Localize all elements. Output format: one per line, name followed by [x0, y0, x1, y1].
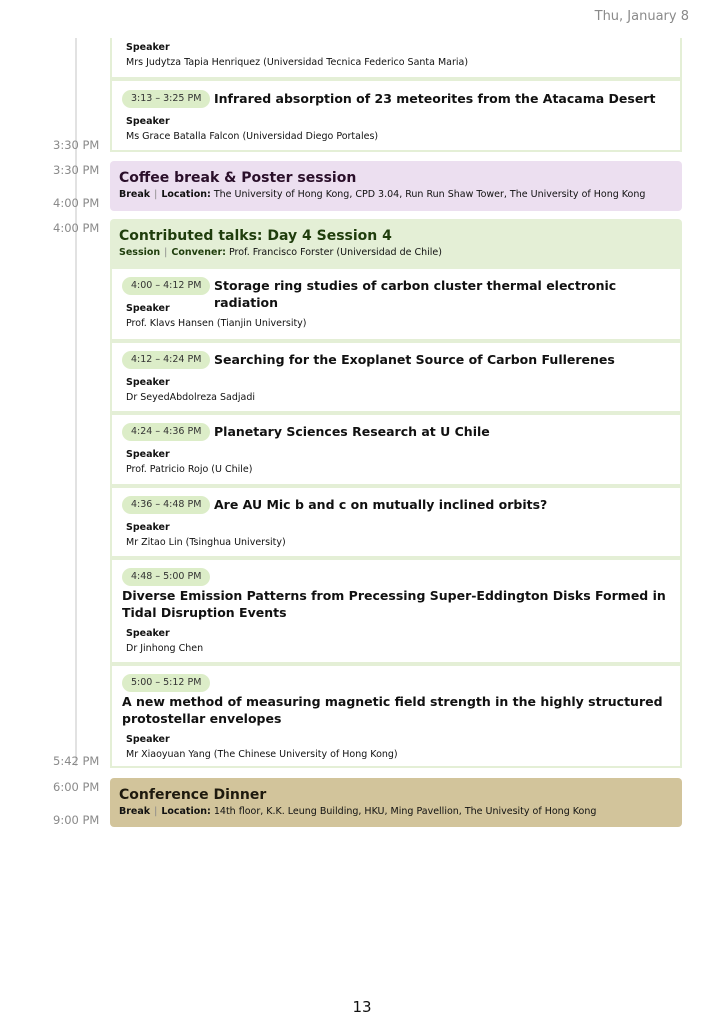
talk-card[interactable]: [110, 486, 682, 558]
location-label: Location:: [161, 189, 211, 200]
talk-title[interactable]: Storage ring studies of carbon cluster thermal electronic radiation: [214, 278, 617, 310]
convener-name: Prof. Francisco Forster (Universidad de Chile): [228, 247, 442, 258]
talk-title[interactable]: A new method of measuring magnetic field strength in the highly structured protostellar envelopes: [122, 694, 663, 726]
page-date: Thu, January 8: [594, 9, 689, 24]
talk-title[interactable]: Infrared absorption of 23 meteorites from the Atacama Desert: [214, 91, 656, 106]
time-label: 4:00 PM: [53, 221, 100, 235]
talk-title[interactable]: Searching for the Exoplanet Source of Carbon Fullerenes: [214, 352, 615, 367]
event-type: Break: [119, 189, 151, 200]
location-text: 14th floor, K.K. Leung Building, HKU, Ming Pavellion, The Univesity of Hong Kong: [213, 806, 597, 817]
talk-time-badge: 4:12 – 4:24 PM: [122, 351, 210, 369]
coffee-break-block[interactable]: [110, 161, 682, 211]
talk-title[interactable]: Diverse Emission Patterns from Precessing Super-Eddington Disks Formed in Tidal Disruption Events: [122, 588, 666, 620]
speaker-name: Mr Xiaoyuan Yang (The Chinese University of Hong Kong): [126, 749, 398, 760]
time-label: 5:42 PM: [53, 754, 100, 768]
event-type: Break: [119, 806, 151, 817]
talk-card[interactable]: [110, 38, 682, 79]
talk-time-badge: 4:48 – 5:00 PM: [122, 568, 210, 586]
talk-time-badge: 5:00 – 5:12 PM: [122, 674, 210, 692]
speaker-label: Speaker: [126, 449, 170, 460]
session-header[interactable]: [110, 219, 682, 269]
time-label: 3:30 PM: [53, 163, 100, 177]
dinner-block[interactable]: [110, 778, 682, 827]
speaker-label: Speaker: [126, 522, 170, 533]
convener-label: Convener:: [171, 247, 226, 258]
session-title: Contributed talks: Day 4 Session 4: [119, 228, 392, 244]
time-label: 6:00 PM: [53, 780, 100, 794]
talk-time-badge: 4:36 – 4:48 PM: [122, 496, 210, 514]
talk-card[interactable]: [110, 413, 682, 486]
talk-time-badge: 3:13 – 3:25 PM: [122, 90, 210, 108]
dinner-title: Conference Dinner: [119, 787, 267, 803]
talk-card[interactable]: [110, 664, 682, 768]
talk-card[interactable]: [110, 341, 682, 413]
talk-card[interactable]: [110, 269, 682, 341]
break-meta: Break | Location: The University of Hong Kong, CPD 3.04, Run Run Shaw Tower, The University of Hong Kong: [119, 189, 646, 200]
break-title: Coffee break & Poster session: [119, 170, 357, 186]
speaker-name: Dr SeyedAbdolreza Sadjadi: [126, 392, 256, 403]
speaker-name: Mrs Judytza Tapia Henriquez (Universidad Tecnica Federico Santa Maria): [126, 57, 469, 68]
time-label: 9:00 PM: [53, 813, 100, 827]
speaker-label: Speaker: [126, 116, 170, 127]
time-label: 4:00 PM: [53, 196, 100, 210]
location-text: The University of Hong Kong, CPD 3.04, Run Run Shaw Tower, The University of Hong Kong: [213, 189, 646, 200]
talk-card[interactable]: [110, 79, 682, 152]
speaker-name: Ms Grace Batalla Falcon (Universidad Diego Portales): [126, 131, 379, 142]
talk-time-badge: 4:00 – 4:12 PM: [122, 277, 210, 295]
page-number: 13: [352, 998, 372, 1016]
speaker-label: Speaker: [126, 377, 170, 388]
location-label: Location:: [161, 806, 211, 817]
dinner-meta: Break | Location: 14th floor, K.K. Leung Building, HKU, Ming Pavellion, The Univesity of Hong Kong: [119, 806, 597, 817]
speaker-label: Speaker: [126, 42, 170, 53]
speaker-name: Mr Zitao Lin (Tsinghua University): [126, 537, 286, 548]
talk-card[interactable]: [110, 558, 682, 664]
time-label: 3:30 PM: [53, 138, 100, 152]
talk-title[interactable]: Are AU Mic b and c on mutually inclined orbits?: [214, 497, 548, 512]
speaker-label: Speaker: [126, 628, 170, 639]
speaker-name: Prof. Patricio Rojo (U Chile): [126, 464, 253, 475]
talk-time-badge: 4:24 – 4:36 PM: [122, 423, 210, 441]
speaker-name: Prof. Klavs Hansen (Tianjin University): [126, 318, 307, 329]
event-type: Session: [119, 247, 161, 258]
speaker-label: Speaker: [126, 303, 170, 314]
speaker-label: Speaker: [126, 734, 170, 745]
talk-title[interactable]: Planetary Sciences Research at U Chile: [214, 424, 490, 439]
speaker-name: Dr Jinhong Chen: [126, 643, 204, 654]
session-meta: Session | Convener: Prof. Francisco Forster (Universidad de Chile): [119, 247, 442, 258]
